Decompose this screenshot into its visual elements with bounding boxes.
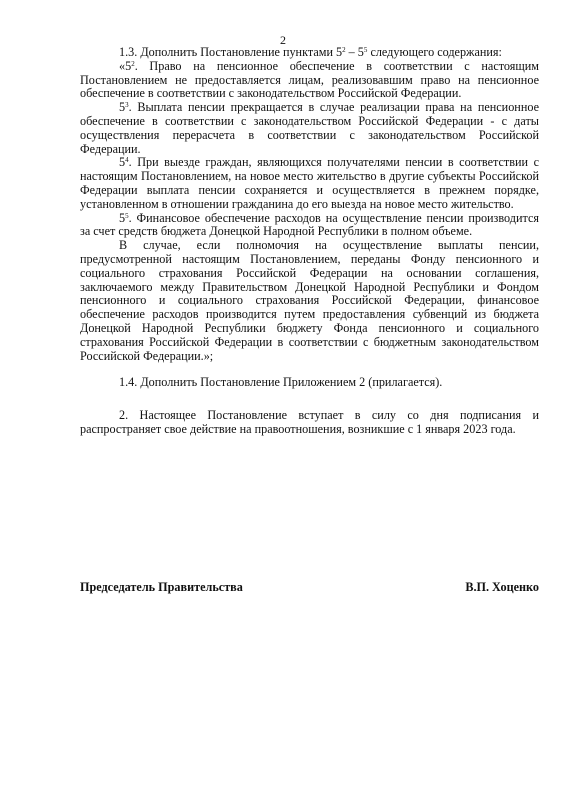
- item-5-5-text: . Финансовое обеспечение расходов на осуществление пенсии производится за счет средств бюджета Донецкой Народной Республики в полном объеме.: [80, 210, 539, 239]
- item-5-5-sup: 5: [125, 211, 129, 220]
- clause-1-4: 1.4. Дополнить Постановление Приложением 2 (прилагается).: [119, 375, 443, 390]
- item-5-2-text: . Право на пенсионное обеспечение в соответствии с настоящим Постановлением не предоставляется лицам, реализовавшим право на пенсионное обеспечение в соответствии с законодательством Российской Федерации.: [80, 58, 539, 101]
- clause-1-3-sup-2: 5: [363, 46, 368, 54]
- item-5-5-number: 5: [119, 210, 126, 225]
- clause-1-3-text-a: 1.3. Дополнить Постановление пунктами 5: [119, 45, 343, 59]
- clause-1-3-text-c: следующего содержания:: [367, 45, 502, 59]
- page-number: 2: [280, 33, 286, 47]
- item-5-3-sup: 3: [125, 101, 129, 110]
- signatory-position: Председатель Правительства: [80, 580, 243, 594]
- item-5-3: [80, 101, 539, 156]
- item-5-4-number: 5: [119, 155, 126, 170]
- clause-2: 2. Настоящее Постановление вступает в силу со дня подписания и распространяет свое действие на правоотношения, возникшие с 1 января 2023 года.: [80, 408, 539, 436]
- item-5-2-sup: 2: [131, 59, 135, 68]
- paragraph-fund-transfer: В случае, если полномочия на осуществление выплаты пенсии, предусмотренной настоящим Постановлением, переданы Фонду пенсионного и социального страхования Российской Федерации на основании соглашения, заключаемого между Правительством Донецкой Народной Республики и Фондом пенсионного и социального страхования Российской Федерации, финансовое обеспечение расходов производится путем предоставления субвенций из бюджета Донецкой Народной Республики бюджету Фонда пенсионного и социального страхования Российской Федерации в соответствии с бюджетным законодательством Российской Федерации.»;: [80, 238, 539, 363]
- clause-1-3-sup-1: 2: [342, 46, 346, 54]
- item-5-3-number: 5: [119, 100, 126, 115]
- clause-1-3-text-b: – 5: [345, 45, 364, 59]
- item-5-5: [80, 212, 539, 240]
- clause-1-3: [80, 46, 539, 60]
- item-5-2: [80, 60, 539, 101]
- item-5-4-sup: 4: [125, 156, 129, 165]
- item-5-4-text: . При выезде граждан, являющихся получателями пенсии в соответствии с настоящим Постановлением, на новое место жительство в другие субъекты Российской Федерации выплата пенсии сохраняется и осуществляется в прежнем порядке, установленном в отношении гражданина до его выезда на новое место жительство.: [80, 155, 539, 211]
- item-5-4: [80, 156, 539, 211]
- item-5-2-number: «5: [119, 58, 132, 73]
- signatory-name: В.П. Хоценко: [465, 580, 539, 594]
- signature-block: [80, 580, 539, 595]
- item-5-3-text: . Выплата пенсии прекращается в случае реализации права на пенсионное обеспечение в соответствии с законодательством Российской Федерации - с даты осуществления перерасчета в соответствии с законодательством Российской Федерации.: [80, 100, 539, 156]
- document-body: [80, 46, 539, 437]
